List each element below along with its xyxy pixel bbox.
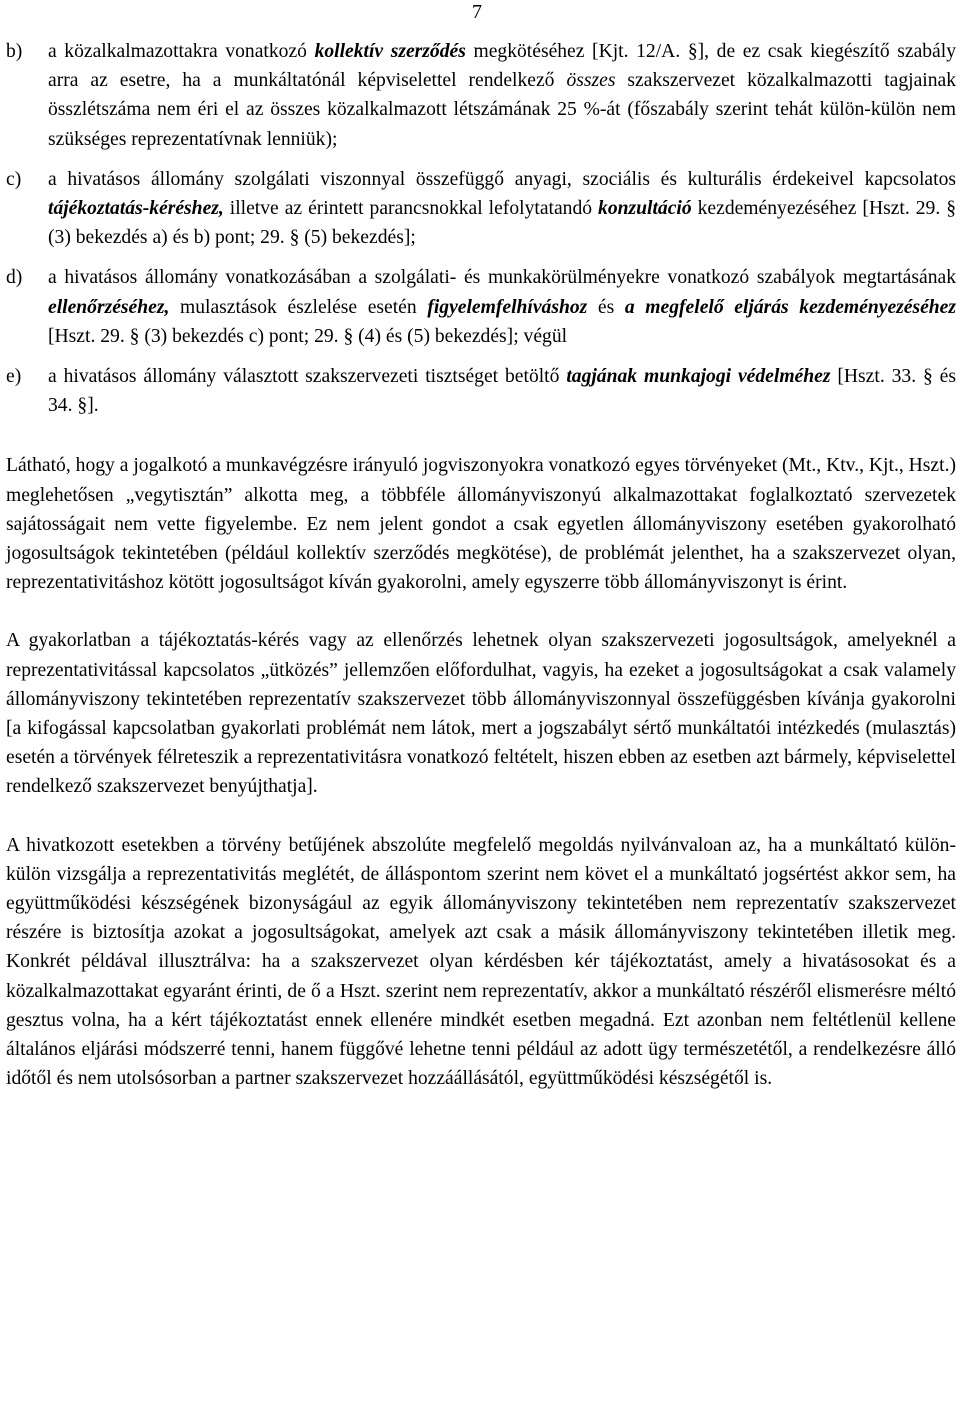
emphasis-term: tagjának munkajogi védelméhez xyxy=(566,366,831,388)
emphasis-term: konzultáció xyxy=(598,198,692,220)
item-text: a hivatásos állomány választott szakszervezeti tisztséget betöltő xyxy=(48,366,567,388)
list-item-b xyxy=(6,37,956,154)
item-text: a közalkalmazottakra vonatkozó xyxy=(48,41,315,62)
item-text: [Hszt. 33. § és 34. §]. xyxy=(48,366,956,417)
list-item-d xyxy=(6,263,956,351)
emphasis-term: ellenőrzéséhez, xyxy=(48,296,170,318)
list-marker: b) xyxy=(6,41,23,62)
emphasis-term: figyelemfelhíváshoz xyxy=(427,296,588,318)
item-text: a hivatásos állomány szolgálati viszonnyal összefüggő anyagi, szociális és kulturális érdekeivel kapcsolatos xyxy=(48,168,956,190)
list-item-e xyxy=(6,362,956,420)
item-text: illetve az érintett parancsnokkal lefolytatandó xyxy=(223,198,599,220)
item-text: és xyxy=(587,296,625,318)
emphasis-term: tájékoztatás-kéréshez, xyxy=(48,198,224,220)
paragraph-solution: A hivatkozott esetekben a törvény betűjének abszolúte megfelelő megoldás nyilvánvaloan az, ha a munkáltató külön-külön vizsgálja a reprezentativitás meglétét, de álláspontom szerint nem követ el a munkáltató jogsértést akkor sem, ha együttműködési készségének bizonyságául az egyik állományviszony tekintetében nem reprezentatív szakszervezet részére is biztosítja azokat a jogosultságokat, amelyek azt csak a másik állományviszony tekintetében illetik meg. Konkrét példával illusztrálva: ha a szakszervezet olyan kérdésben kér tájékoztatást, amely a hivatásosokat és a közalkalmazottakat egyaránt érinti, de ő a Hszt. szerint nem reprezentatív, akkor a munkáltató részéről elismerésre méltó gesztus volna, ha a kért tájékoztatást ennek ellenére mindkét esetben megadná. Ezt azonban nem feltétlenül kellene általános eljárási módszerré tenni, hanem függővé lehetne tenni például az adott ügy természetétől, a rendelkezésre álló időtől és nem utolsósorban a partner szakszervezet hozzáállásától, együttműködési készségétől is. xyxy=(6,834,956,1090)
document-body xyxy=(6,37,956,1094)
page-number: 7 xyxy=(472,1,482,23)
list-marker: d) xyxy=(6,267,23,289)
item-text: a hivatásos állomány vonatkozásában a szolgálati- és munkakörülményekre vonatkozó szabályok megtartásának xyxy=(48,267,956,289)
item-text: [Hszt. 29. § (3) bekezdés c) pont; 29. § (4) és (5) bekezdés]; végül xyxy=(48,325,568,347)
list-item-c xyxy=(6,165,956,253)
paragraph-legislation: Látható, hogy a jogalkotó a munkavégzésre irányuló jogviszonyokra vonatkozó egyes törvényeket (Mt., Ktv., Kjt., Hszt.) meglehetősen „vegytisztán” alkotta meg, a többféle állományviszonyú alkalmazottakat foglalkoztató szervezetek sajátosságait nem vette figyelembe. Ez nem jelent gondot a csak egyetlen állományviszony esetében gyakorolható jogosultságok tekintetében (például kollektív szerződés megkötése), de problémát jelenthet, ha a szakszervezet olyan, reprezentativitáshoz kötött jogosultságot kíván gyakorolni, amely egyszerre több állományviszonyt is érint. xyxy=(6,455,956,594)
item-text: mulasztások észlelése esetén xyxy=(169,296,428,318)
paragraph-practice: A gyakorlatban a tájékoztatás-kérés vagy az ellenőrzés lehetnek olyan szakszervezeti jogosultságok, amelyeknél a reprezentativitással kapcsolatos „ütközés” jellemzően előfordulhat, vagyis, ha ezeket a jogosultságokat a csak valamely állományviszony tekintetében reprezentatív szakszervezet több állományviszonnyal összefüggésben kívánja gyakorolni [a kifogással kapcsolatban gyakorlati problémát nem látok, mert a jogszabályt sértő munkáltatói intézkedés (mulasztás) esetén a törvények félreteszik a reprezentativitásra vonatkozó feltételt, hiszen ebben az esetben azt bármely, képviselettel rendelkező szakszervezet benyújthatja]. xyxy=(6,630,956,798)
emphasis-term: kollektív szerződés xyxy=(314,41,466,62)
list-marker: c) xyxy=(6,168,22,190)
emphasis-term: összes xyxy=(566,70,616,92)
item-text: kezdeményezéséhez [Hszt. 29. § (3) bekezdés a) és b) pont; 29. § (5) bekezdés]; xyxy=(48,198,956,249)
item-text: szakszervezet közalkalmazotti tagjainak összlétszáma nem éri el az összes közalkalmazott létszámának 25 %-át (főszabály szerint tehát külön-külön nem szükséges reprezentatívnak lenniük); xyxy=(48,70,957,150)
emphasis-term: a megfelelő eljárás kezdeményezéséhez xyxy=(624,296,957,318)
list-marker: e) xyxy=(6,366,22,388)
item-text: megkötéséhez [Kjt. 12/A. §], de ez csak kiegészítő szabály arra az esetre, ha a munkáltatónál képviselettel rendelkező xyxy=(48,41,956,92)
